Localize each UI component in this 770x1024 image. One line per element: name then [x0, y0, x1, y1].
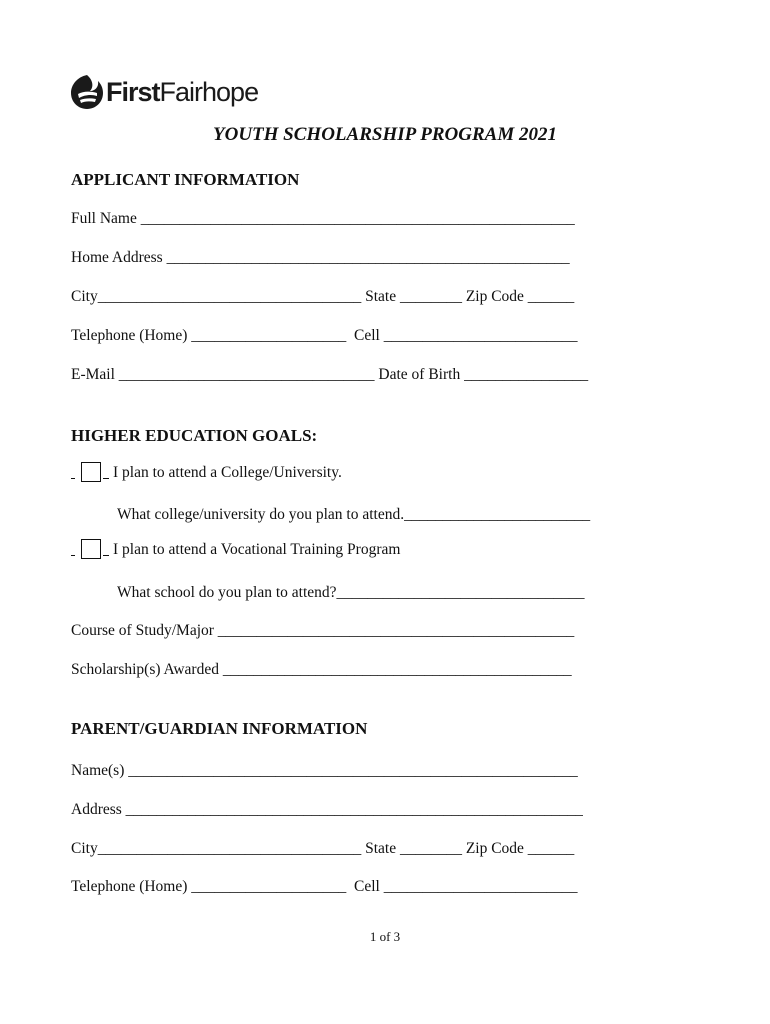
course-of-study-field[interactable]: Course of Study/Major ______________________________________________ [71, 622, 575, 639]
form-title: YOUTH SCHOLARSHIP PROGRAM 2021 [213, 124, 557, 145]
parent-address-field[interactable]: Address ___________________________________________________________ [71, 801, 583, 818]
logo-wordmark: FirstFairhope [106, 76, 259, 107]
parent-telephone-cell-field[interactable]: Telephone (Home) ____________________ Cell _________________________ [71, 878, 578, 895]
flame-logo-icon [70, 74, 104, 110]
email-dob-field[interactable]: E-Mail _________________________________ Date of Birth ________________ [71, 366, 589, 383]
college-checkbox[interactable] [81, 462, 101, 482]
vocational-checkbox[interactable] [81, 539, 101, 559]
college-question-field[interactable]: What college/university do you plan to attend.________________________ [117, 506, 591, 523]
applicant-telephone-cell-field[interactable]: Telephone (Home) ____________________ Cell _________________________ [71, 327, 578, 344]
college-option-label: I plan to attend a College/University. [113, 464, 342, 481]
vocational-option-label: I plan to attend a Vocational Training Program [113, 541, 401, 558]
underline-mark [103, 477, 109, 479]
scholarships-awarded-field[interactable]: Scholarship(s) Awarded _____________________________________________ [71, 661, 572, 678]
goals-heading: HIGHER EDUCATION GOALS: [71, 426, 318, 445]
underline-mark [71, 554, 75, 556]
full-name-field[interactable]: Full Name ________________________________________________________ [71, 210, 575, 227]
parent-city-state-zip-field[interactable]: City__________________________________ State ________ Zip Code ______ [71, 840, 575, 857]
vocational-option-row [71, 539, 400, 559]
college-option-row [71, 462, 342, 482]
page-number: 1 of 3 [369, 929, 401, 944]
applicant-heading: APPLICANT INFORMATION [71, 170, 300, 189]
parent-names-field[interactable]: Name(s) __________________________________________________________ [71, 762, 578, 779]
home-address-field[interactable]: Home Address ____________________________________________________ [71, 249, 570, 266]
vocational-question-field[interactable]: What school do you plan to attend?________________________________ [117, 584, 585, 601]
applicant-city-state-zip-field[interactable]: City__________________________________ State ________ Zip Code ______ [71, 288, 575, 305]
parent-heading: PARENT/GUARDIAN INFORMATION [71, 719, 368, 738]
underline-mark [103, 554, 109, 556]
first-fairhope-logo [70, 72, 258, 112]
underline-mark [71, 477, 75, 479]
